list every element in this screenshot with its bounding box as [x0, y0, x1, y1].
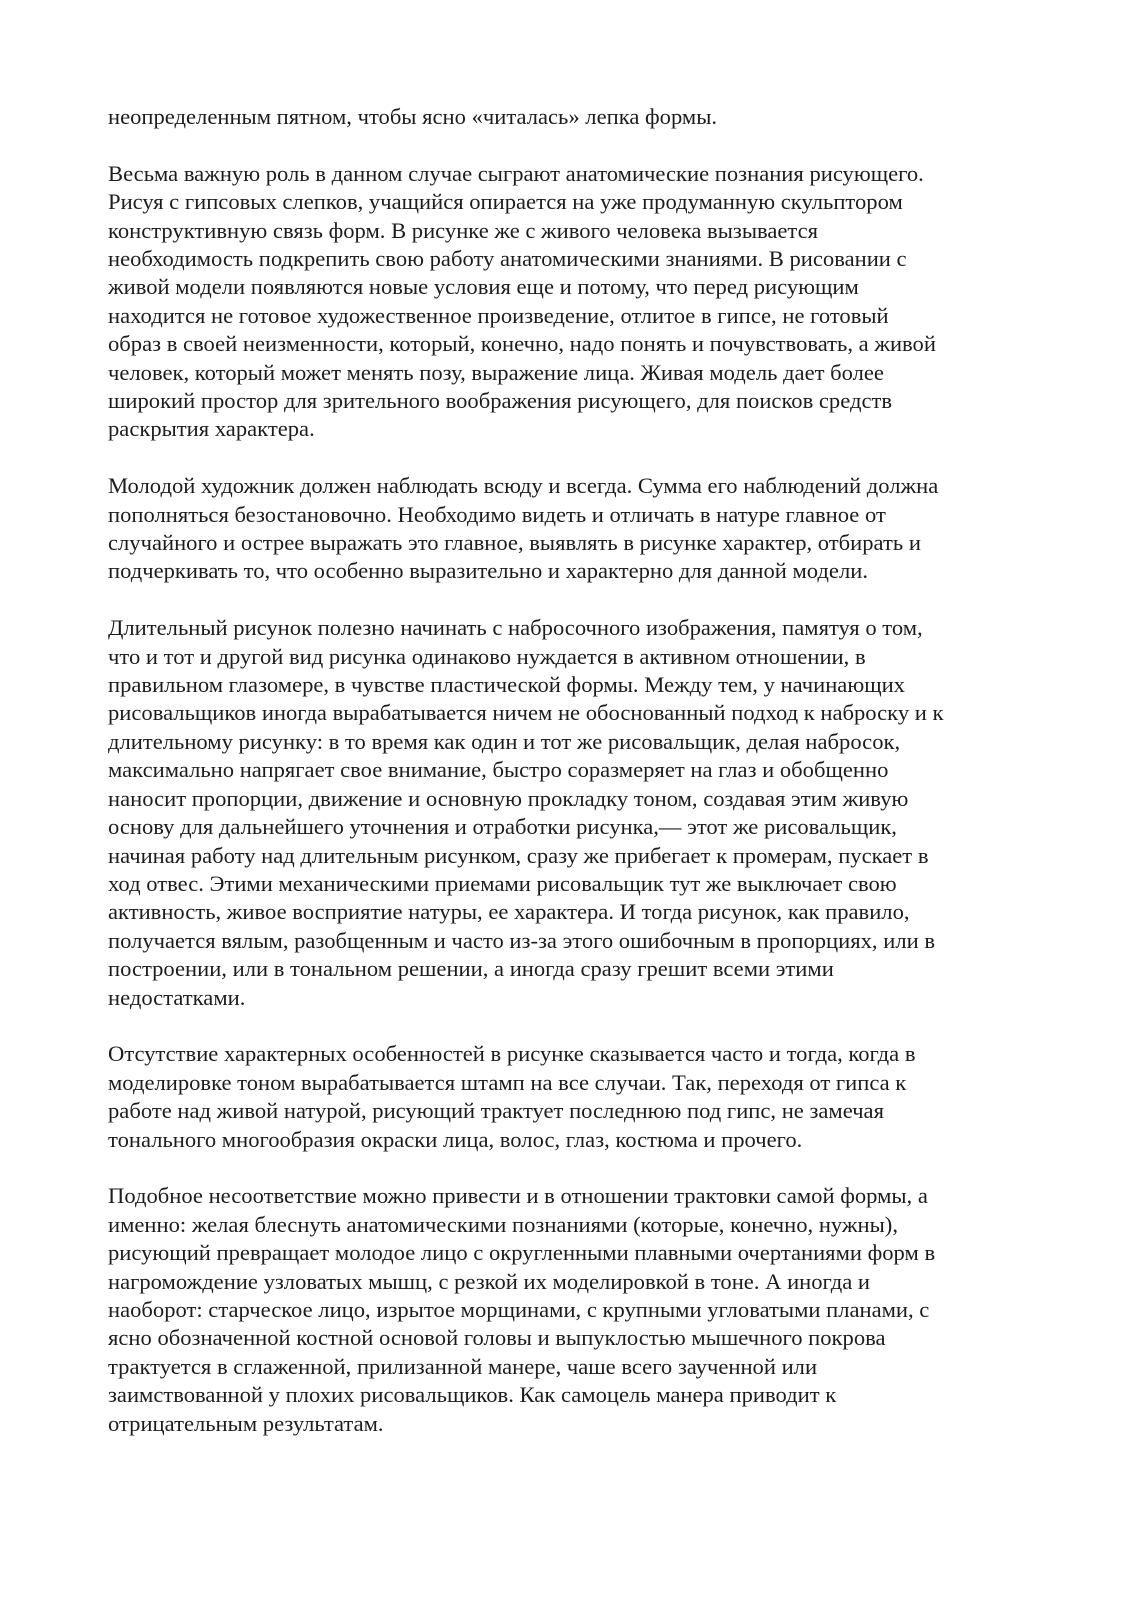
- paragraph-3: Молодой художник должен наблюдать всюду и всегда. Сумма его наблюдений должна пополняться безостановочно. Необходимо видеть и отличать в натуре главное от случайного и острее выражать это главное, выявлять в рисунке характер, отбирать и подчеркивать то, что особенно выразительно и характерно для данной модели.: [108, 473, 939, 584]
- document-page: [108, 103, 1038, 1466]
- paragraph-6: Подобное несоответствие можно привести и в отношении трактовки самой формы, а именно: желая блеснуть анатомическими познаниями (которые, конечно, нужны), рисующий превращает молодое лицо с округленными плавными очертаниями форм в нагромождение узловатых мышц, с резкой их моделировкой в тоне. А иногда и наоборот: старческое лицо, изрытое морщинами, с крупными угловатыми планами, с ясно обозначенной костной основой головы и выпуклостью мышечного покрова трактуется в сглаженной, прилизанной манере, чаше всего заученной или заимствованной у плохих рисовальщиков. Как самоцель манера приводит к отрицательным результатам.: [108, 1183, 936, 1436]
- paragraph-4: Длительный рисунок полезно начинать с набросочного изображения, памятуя о том, что и тот и другой вид рисунка одинаково нуждается в активном отношении, в правильном глазомере, в чувстве пластической формы. Между тем, у начинающих рисовальщиков иногда вырабатывается ничем не обоснованный подход к наброску и к длительному рисунку: в то время как один и тот же рисовальщик, делая набросок, максимально напрягает свое внимание, быстро соразмеряет на глаз и обобщенно наносит пропорции, движение и основную прокладку тоном, создавая этим живую основу для дальнейшего уточнения и отработки рисунка,— этот же рисовальщик, начиная работу над длительным рисунком, сразу же прибегает к промерам, пускает в ход отвес. Этими механическими приемами рисовальщик тут же выключает свою активность, живое восприятие натуры, ее характера. И тогда рисунок, как правило, получается вялым, разобщенным и часто из-за этого ошибочным в пропорциях, или в построении, или в тональном решении, а иногда сразу грешит всеми этими недостатками.: [108, 615, 944, 1010]
- paragraph-1: неопределенным пятном, чтобы ясно «читалась» лепка формы.: [108, 104, 718, 129]
- paragraph-5: Отсутствие характерных особенностей в рисунке сказывается часто и тогда, когда в моделировке тоном вырабатывается штамп на все случаи. Так, переходя от гипса к работе над живой натурой, рисующий трактует последнюю под гипс, не замечая тонального многообразия окраски лица, волос, глаз, костюма и прочего.: [108, 1041, 916, 1152]
- paragraph-2: Весьма важную роль в данном случае сыграют анатомические познания рисующего. Рисуя с гипсовых слепков, учащийся опирается на уже продуманную скульптором конструктивную связь форм. В рисунке же с живого человека вызывается необходимость подкрепить свою работу анатомическими знаниями. В рисовании с живой модели появляются новые условия еще и потому, что перед рисующим находится не готовое художественное произведение, отлитое в гипсе, не готовый образ в своей неизменности, который, конечно, надо понять и почувствовать, а живой человек, который может менять позу, выражение лица. Живая модель дает более широкий простор для зрительного воображения рисующего, для поисков средств раскрытия характера.: [108, 160, 936, 442]
